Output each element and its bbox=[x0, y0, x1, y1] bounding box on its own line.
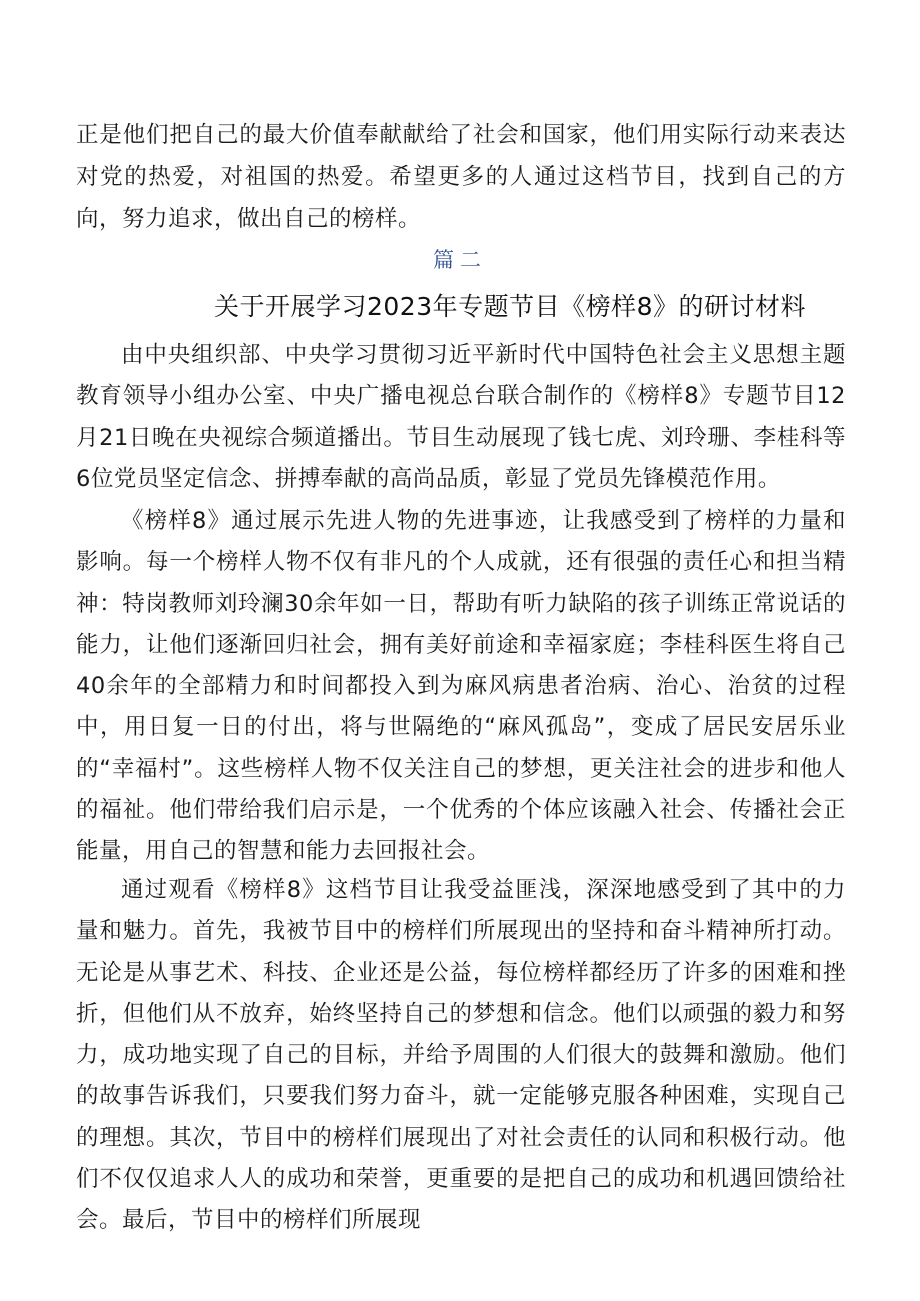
body-paragraph-3: 通过观看《榜样8》这档节目让我受益匪浅，深深地感受到了其中的力量和魅力。首先，我被节目中的榜样们所展现出的坚持和奋斗精神所打动。无论是从事艺术、科技、企业还是公益，每位榜样都经历了许多的困难和挫折，但他们从不放弃，始终坚持自己的梦想和信念。他们以顽强的毅力和努力，成功地实现了自己的目标，并给予周围的人们很大的鼓舞和激励。他们的故事告诉我们，只要我们努力奋斗，就一定能够克服各种困难，实现自己的理想。其次，节目中的榜样们展现出了对社会责任的认同和积极行动。他们不仅仅追求人人的成功和荣誉，更重要的是把自己的成功和机遇回馈给社会。最后，节目中的榜样们所展现 bbox=[76, 877, 846, 1234]
body-paragraph-2: 《榜样8》通过展示先进人物的先进事迹，让我感受到了榜样的力量和影响。每一个榜样人物不仅有非凡的个人成就，还有很强的责任心和担当精神：特岗教师刘玲澜30余年如一日，帮助有听力缺陷的孩子训练正常说话的能力，让他们逐渐回归社会，拥有美好前途和幸福家庭；李桂科医生将自己40余年的全部精力和时间都投入到为麻风病患者治病、治心、治贫的过程中，用日复一日的付出，将与世隔绝的“麻风孤岛”，变成了居民安居乐业的“幸福村”。这些榜样人物不仅关注自己的梦想，更关注社会的进步和他人的福祉。他们带给我们启示是，一个优秀的个体应该融入社会、传播社会正能量，用自己的智慧和能力去回报社会。 bbox=[76, 508, 846, 865]
section-label: 篇二 bbox=[433, 248, 487, 272]
continuation-paragraph: 正是他们把自己的最大价值奉献献给了社会和国家，他们用实际行动来表达对党的热爱，对祖国的热爱。希望更多的人通过这档节目，找到自己的方向，努力追求，做出自己的榜样。 bbox=[76, 122, 846, 232]
body-paragraph-1: 由中央组织部、中央学习贯彻习近平新时代中国特色社会主义思想主题教育领导小组办公室、中央广播电视总台联合制作的《榜样8》专题节目12月21日晚在央视综合频道播出。节目生动展现了钱七虎、刘玲珊、李桂科等6位党员坚定信念、拼搏奉献的高尚品质，彰显了党员先锋模范作用。 bbox=[76, 342, 846, 492]
document-title: 关于开展学习2023年专题节目《榜样8》的研讨材料 bbox=[214, 292, 807, 321]
